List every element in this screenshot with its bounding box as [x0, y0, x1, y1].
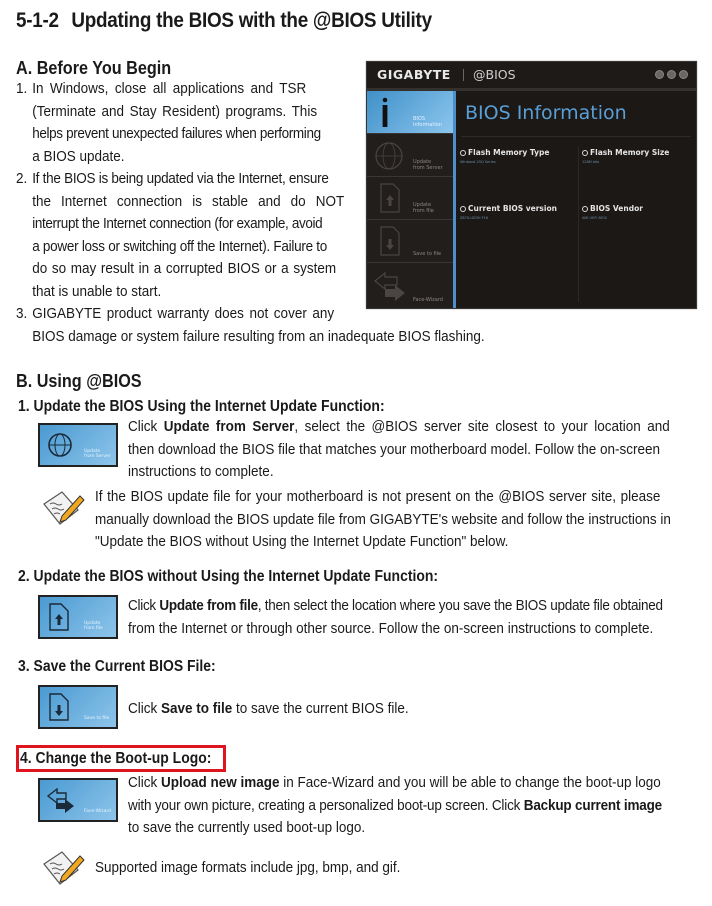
step-1-title: 1. Update the BIOS Using the Internet Update Function: — [18, 398, 385, 415]
text-line: Click Update from Server, select the @BIOS server site closest to your location and — [128, 418, 670, 435]
list-item-3 — [16, 303, 485, 348]
file-download-icon — [373, 224, 407, 258]
minimize-icon[interactable] — [655, 70, 664, 79]
globe-icon — [46, 431, 74, 459]
field-flash-memory-size: Flash Memory Size — [582, 148, 669, 157]
text-line: If the BIOS is being updated via the Internet, ensure — [32, 170, 329, 187]
window-controls — [655, 70, 688, 79]
arrows-icon — [46, 785, 76, 815]
thumbnail-label: Face-Wizard — [84, 809, 111, 814]
sidebar-label: Save to file — [413, 251, 442, 257]
list-number: 3. — [16, 305, 28, 322]
list-item-1 — [16, 78, 331, 168]
value-current-bios-version: Z87X-UD3H F16 — [460, 216, 489, 220]
field-flash-memory-type: Flash Memory Type — [460, 148, 549, 157]
text-line: (Terminate and Stay Resident) programs. This — [32, 102, 318, 120]
sidebar-label: Update from Server — [413, 159, 443, 171]
sidebar-label: Face-Wizard — [413, 297, 443, 303]
title-separator — [463, 69, 464, 81]
note-pencil-icon — [40, 488, 86, 528]
field-bullet-icon — [460, 206, 466, 212]
restore-icon[interactable] — [667, 70, 676, 79]
section-number: 5-1-2 — [16, 9, 59, 32]
text-line: "Update the BIOS without Using the Internet Update Function" below. — [95, 533, 509, 550]
text-line: that is unable to start. — [32, 282, 162, 300]
text-line: Click Save to file to save the current BIOS file. — [128, 700, 409, 717]
section-title: Updating the BIOS with the @BIOS Utility — [71, 9, 432, 32]
save-to-file-thumbnail — [38, 685, 118, 729]
step-1-text — [128, 416, 712, 484]
step-4-text — [128, 772, 712, 840]
face-wizard-thumbnail — [38, 778, 118, 822]
list-item-2 — [16, 168, 345, 303]
text-line: then download the BIOS file that matches your motherboard model. Follow the on-screen — [128, 440, 661, 458]
value-flash-memory-size: 128M bits — [582, 160, 600, 164]
step-4-note — [95, 857, 434, 880]
text-line: from the Internet or through other source. Follow the on-screen instructions to complete. — [128, 619, 654, 637]
text-line: do so may result in a corrupted BIOS or a system — [32, 260, 337, 277]
field-bullet-icon — [582, 150, 588, 156]
text-line: with your own picture, creating a personalized boot-up screen. Click Backup current image — [128, 796, 662, 814]
text-line: In Windows, close all applications and TSR — [32, 80, 307, 97]
sidebar-item-bios-information[interactable] — [367, 91, 453, 134]
step-2-text — [128, 595, 712, 640]
app-name: @BIOS — [473, 67, 516, 82]
page-title — [16, 9, 432, 33]
title-underline — [461, 136, 691, 137]
text-line: interrupt the Internet connection (for example, avoid — [32, 215, 323, 232]
thumbnail-label: Save to file — [84, 716, 110, 721]
list-number: 1. — [16, 80, 28, 97]
value-flash-memory-type: Winbond 25Q Series — [460, 160, 496, 164]
thumbnail-label: Update from Server — [84, 449, 111, 459]
text-line: Click Upload new image in Face-Wizard and you will be able to change the boot-up logo — [128, 774, 661, 791]
sidebar-label: BIOS Information — [413, 116, 442, 128]
step-3-text — [128, 698, 440, 721]
step-4-title: 4. Change the Boot-up Logo: — [20, 750, 212, 767]
text-line: BIOS damage or system failure resulting from an inadequate BIOS flashing. — [32, 327, 485, 345]
globe-icon — [373, 138, 407, 172]
text-line: helps prevent unexpected failures when performing — [32, 125, 321, 142]
text-line: manually download the BIOS update file from GIGABYTE's website and follow the instructions in — [95, 510, 671, 528]
update-from-server-thumbnail — [38, 423, 118, 467]
update-from-file-thumbnail — [38, 595, 118, 639]
bios-utility-window — [366, 61, 697, 309]
field-bullet-icon — [460, 150, 466, 156]
text-line: Supported image formats include jpg, bmp, and gif. — [95, 859, 401, 876]
close-icon[interactable] — [679, 70, 688, 79]
file-upload-icon — [48, 602, 70, 632]
sidebar-divider — [453, 91, 456, 308]
text-line: a power loss or switching off the Internet). Failure to — [32, 237, 328, 255]
note-pencil-icon — [40, 848, 86, 888]
part-b-heading: B. Using @BIOS — [16, 371, 142, 391]
thumbnail-label: Update from file — [84, 621, 103, 631]
sidebar-label: Update from file — [413, 202, 434, 214]
text-line: a BIOS update. — [32, 147, 125, 165]
info-icon — [373, 95, 407, 129]
sidebar-item-face-wizard[interactable] — [367, 263, 453, 308]
part-a-heading: A. Before You Begin — [16, 58, 172, 78]
file-upload-icon — [373, 181, 407, 215]
list-number: 2. — [16, 170, 28, 187]
bios-sidebar — [367, 91, 453, 308]
field-current-bios-version: Current BIOS version — [460, 204, 557, 213]
step-1-note — [95, 486, 712, 554]
field-bios-vendor: BIOS Vendor — [582, 204, 643, 213]
file-download-icon — [48, 692, 70, 722]
step-3-title: 3. Save the Current BIOS File: — [18, 658, 216, 675]
window-titlebar — [367, 62, 696, 91]
field-bullet-icon — [582, 206, 588, 212]
column-separator — [578, 147, 579, 302]
step-2-title: 2. Update the BIOS without Using the Internet Update Function: — [18, 568, 439, 585]
text-line: the Internet connection is stable and do NOT — [32, 192, 345, 210]
text-line: instructions to complete. — [128, 463, 274, 480]
sidebar-item-update-from-file[interactable] — [367, 177, 453, 220]
sidebar-item-update-from-server[interactable] — [367, 134, 453, 177]
sidebar-item-save-to-file[interactable] — [367, 220, 453, 263]
brand-logo: GIGABYTE — [377, 67, 451, 82]
bios-main-title: BIOS Information — [465, 102, 627, 124]
text-line: GIGABYTE product warranty does not cover any — [32, 305, 335, 322]
text-line: If the BIOS update file for your motherboard is not present on the @BIOS server site, please — [95, 488, 661, 505]
text-line: to save the currently used boot-up logo. — [128, 819, 366, 836]
value-bios-vendor: AMI UEFI BIOS — [582, 216, 607, 220]
arrows-icon — [373, 267, 407, 301]
text-line: Click Update from file, then select the location where you save the BIOS update file obtained — [128, 597, 663, 614]
